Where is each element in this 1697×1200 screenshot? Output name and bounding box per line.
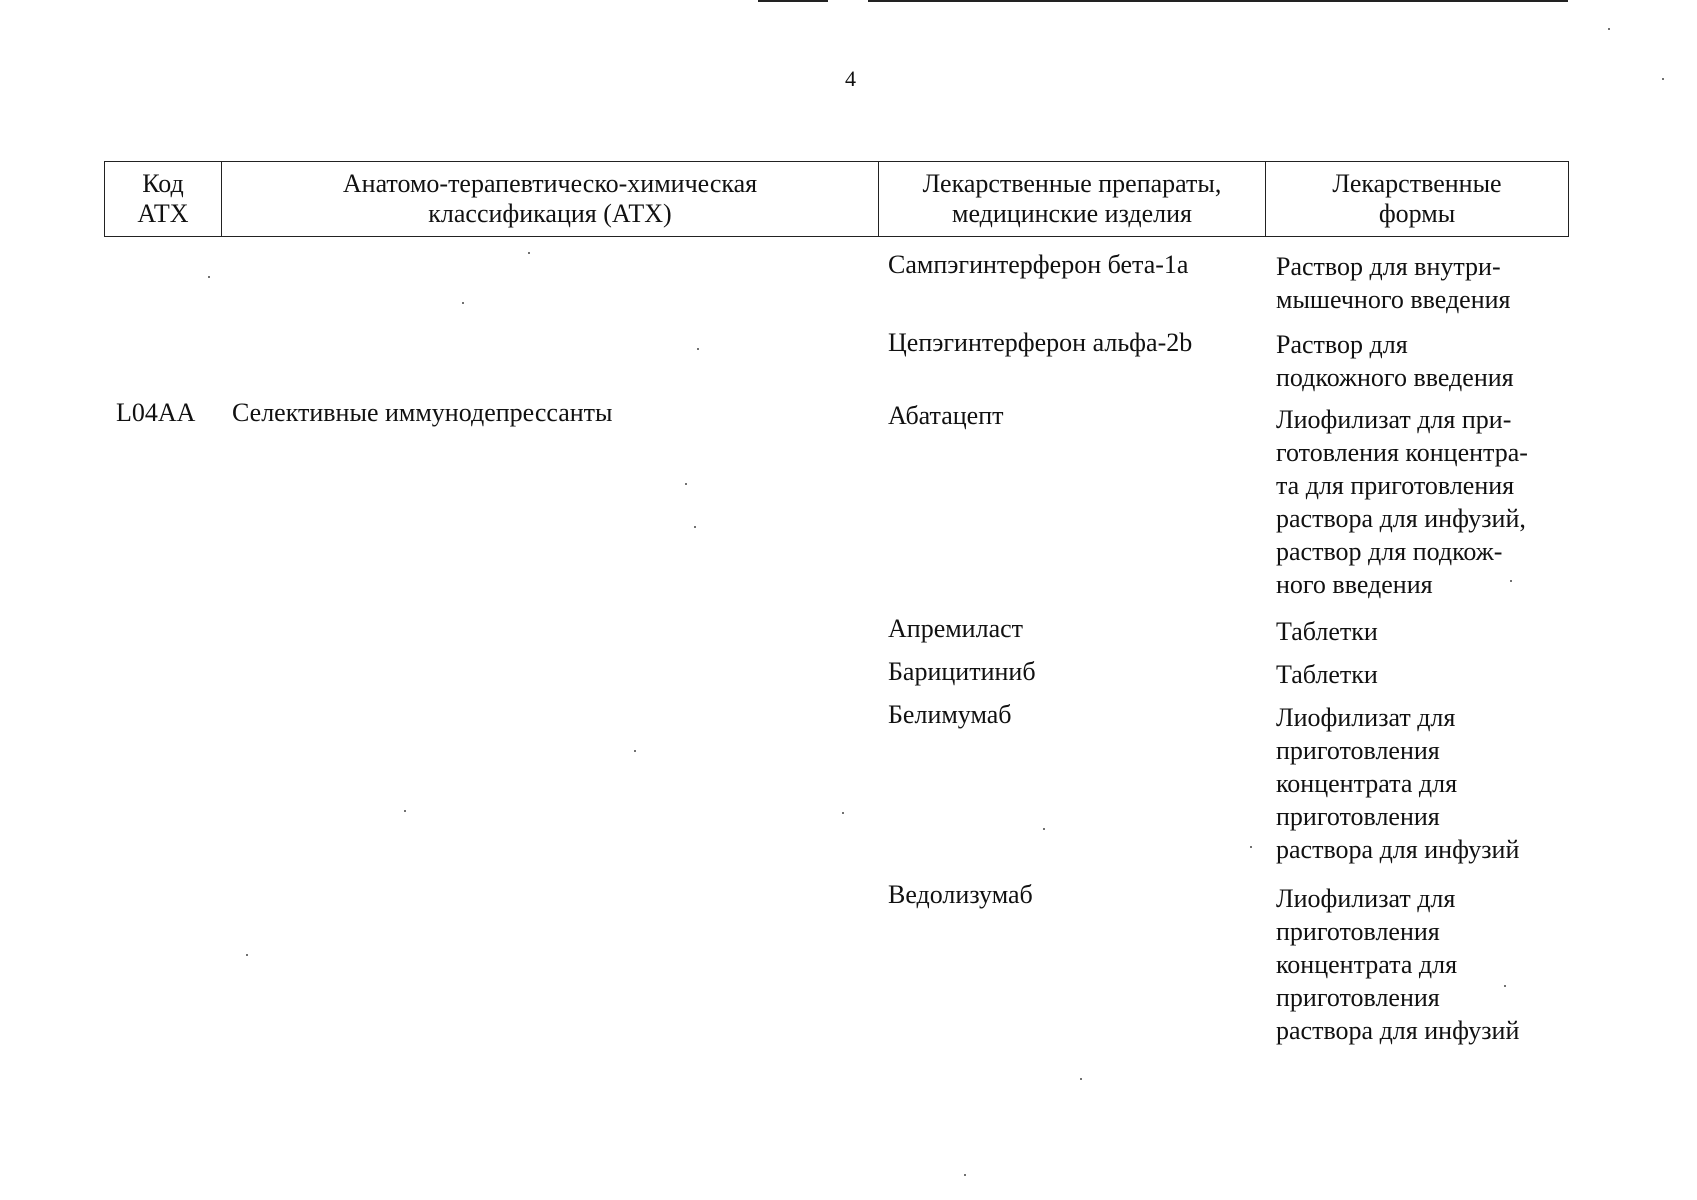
- scan-speck: [1662, 78, 1664, 80]
- scan-speck: [246, 954, 248, 956]
- header-dosage-forms: Лекарственные формы: [1266, 162, 1569, 237]
- dosage-form: Раствор для подкожного введения: [1276, 330, 1514, 392]
- scan-speck: [1250, 846, 1252, 848]
- scan-speck: [697, 348, 699, 350]
- dosage-form: Лиофилизат для при- готовления концентра- та для приготовления раствора для инфузий, раствор для подкож- ного введения: [1276, 405, 1528, 599]
- dosage-form: Лиофилизат для приготовления концентрата для приготовления раствора для инфузий: [1276, 703, 1520, 864]
- scan-speck: [404, 810, 406, 812]
- header-code: Код АТХ: [105, 162, 222, 237]
- scan-speck: [462, 302, 464, 304]
- atc-group-name: Селективные иммунодепрессанты: [232, 398, 613, 427]
- dosage-form: Лиофилизат для приготовления концентрата для приготовления раствора для инфузий: [1276, 884, 1520, 1045]
- dosage-form: Таблетки: [1276, 660, 1378, 689]
- scan-speck: [1510, 580, 1512, 582]
- scan-speck: [1043, 828, 1045, 830]
- drug-name: Белимумаб: [888, 700, 1012, 729]
- scan-speck: [528, 252, 530, 254]
- drug-name: Абатацепт: [888, 401, 1004, 430]
- scan-speck: [842, 812, 844, 814]
- table-header: [104, 161, 1569, 237]
- scan-speck: [1608, 28, 1610, 30]
- scan-speck: [1080, 1078, 1082, 1080]
- scan-speck: [1504, 985, 1506, 987]
- header-atc-classification: Анатомо-терапевтическо-химическая классификация (АТХ): [222, 162, 879, 237]
- dosage-form: Таблетки: [1276, 617, 1378, 646]
- drug-name: Цепэгинтерферон альфа-2b: [888, 328, 1193, 357]
- page-number: 4: [845, 66, 856, 91]
- atc-code: L04AA: [116, 398, 196, 427]
- drug-name: Апремиласт: [888, 614, 1024, 643]
- dosage-form: Раствор для внутри- мышечного введения: [1276, 252, 1511, 314]
- scan-speck: [685, 483, 687, 485]
- scan-speck: [208, 276, 210, 278]
- scan-rule-right: [868, 0, 1568, 2]
- drug-name: Сампэгинтерферон бета-1а: [888, 250, 1189, 279]
- scan-speck: [694, 526, 696, 528]
- drug-name: Барицитиниб: [888, 657, 1036, 686]
- scan-rule-left: [758, 0, 828, 2]
- scan-speck: [634, 750, 636, 752]
- header-drugs: Лекарственные препараты, медицинские изделия: [879, 162, 1266, 237]
- scan-speck: [964, 1174, 966, 1176]
- drug-name: Ведолизумаб: [888, 880, 1033, 909]
